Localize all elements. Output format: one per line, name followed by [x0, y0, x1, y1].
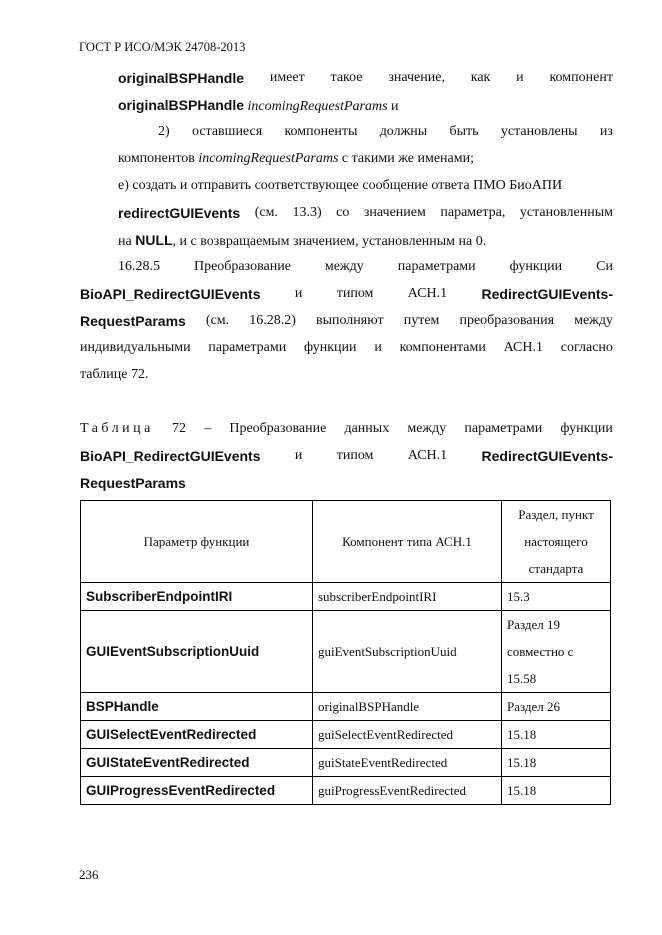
header-cell: Компонент типа АСН.1 — [313, 501, 502, 583]
section-cell: 15.18 — [502, 721, 611, 749]
code-term: RequestParams — [80, 313, 186, 329]
component-cell: guiEventSubscriptionUuid — [313, 611, 502, 693]
body-line-10: RequestParams (см. 16.28.2) выполняют путем преобразования между — [80, 313, 613, 329]
param-cell: SubscriberEndpointIRI — [81, 583, 313, 611]
body-line-8: 16.28.5 Преобразование между параметрами функции Си — [118, 259, 613, 274]
section-cell: Раздел 19 совместно с 15.58 — [502, 611, 611, 693]
component-cell: guiProgressEventRedirected — [313, 777, 502, 805]
component-cell: subscriberEndpointIRI — [313, 583, 502, 611]
param-cell: BSPHandle — [81, 693, 313, 721]
component-cell: originalBSPHandle — [313, 693, 502, 721]
code-term: redirectGUIEvents — [118, 205, 241, 221]
param-cell: GUIStateEventRedirected — [81, 749, 313, 777]
component-cell: guiSelectEventRedirected — [313, 721, 502, 749]
mapping-table — [80, 500, 611, 805]
body-line-4: компонентов incomingRequestParams с такими же именами; — [118, 151, 474, 166]
section-cell: 15.3 — [502, 583, 611, 611]
header-cell: Параметр функции — [81, 501, 313, 583]
body-line-1: originalBSPHandle имеет такое значение, как и компонент — [118, 70, 613, 86]
param-cell: GUIProgressEventRedirected — [81, 777, 313, 805]
table-row — [81, 611, 611, 693]
param-cell: GUISelectEventRedirected — [81, 721, 313, 749]
body-line-3: 2) оставшиеся компоненты должны быть установлены из — [158, 124, 613, 139]
table-caption-line-2: BioAPI_RedirectGUIEvents и типом АСН.1 RedirectGUIEvents- — [80, 448, 613, 464]
body-line-6: redirectGUIEvents (см. 13.3) со значением параметра, установленным — [118, 205, 613, 221]
section-number: 16.28.5 — [118, 259, 160, 274]
table-caption-line-1: Таблица 72 – Преобразование данных между параметрами функции — [80, 421, 613, 436]
body-line-11: индивидуальными параметрами функции и компонентами АСН.1 согласно — [80, 340, 613, 355]
section-cell: 15.18 — [502, 749, 611, 777]
table-row — [81, 777, 611, 805]
body-line-5: e) создать и отправить соответствующее сообщение ответа ПМО БиоАПИ — [118, 178, 563, 193]
param-cell: GUIEventSubscriptionUuid — [81, 611, 313, 693]
code-term: RedirectGUIEvents- — [481, 448, 613, 464]
running-header: ГОСТ Р ИСО/МЭК 24708-2013 — [79, 40, 246, 54]
section-cell: 15.18 — [502, 777, 611, 805]
table-header-row — [81, 501, 611, 583]
code-term: RequestParams — [80, 475, 186, 491]
code-term: BioAPI_RedirectGUIEvents — [80, 286, 261, 302]
code-term: RedirectGUIEvents- — [481, 286, 613, 302]
table-caption-label: Таблица — [80, 421, 154, 436]
page-number: 236 — [79, 867, 99, 882]
body-line-12: таблице 72. — [80, 367, 149, 382]
body-line-9: BioAPI_RedirectGUIEvents и типом АСН.1 RedirectGUIEvents- — [80, 286, 613, 302]
table-row — [81, 583, 611, 611]
italic-term: incomingRequestParams — [198, 151, 339, 166]
header-cell: Раздел, пункт настоящего стандарта — [502, 501, 611, 583]
code-term: originalBSPHandle — [118, 70, 245, 86]
component-cell: guiStateEventRedirected — [313, 749, 502, 777]
body-line-2: originalBSPHandle incomingRequestParams и — [118, 97, 399, 114]
table-caption-line-3 — [80, 474, 186, 494]
table-row — [81, 693, 611, 721]
code-term: BioAPI_RedirectGUIEvents — [80, 448, 261, 464]
code-term: NULL — [135, 232, 173, 248]
code-term: originalBSPHandle — [118, 97, 245, 113]
body-line-7: на NULL, и с возвращаемым значением, установленным на 0. — [118, 232, 487, 249]
table-row — [81, 721, 611, 749]
section-cell: Раздел 26 — [502, 693, 611, 721]
italic-term: incomingRequestParams — [247, 99, 388, 114]
table-row — [81, 749, 611, 777]
